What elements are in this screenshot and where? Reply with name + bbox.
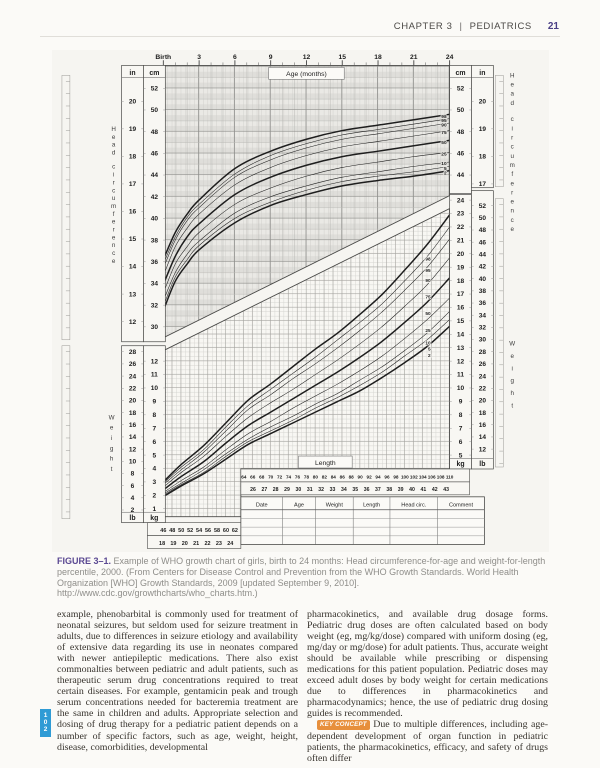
figure-caption-text: Example of WHO growth chart of girls, birth to 24 months: Head circumference-for-age and weight-for-length percentile, 2000. (From Centers for Disease Control and Prevention from the WHO Growth Standards. World Health Organization [WHO] Growth Standards, 2009 [updated September 9, 2010]. http://www.cdc.gov/growthcharts/who_charts.htm.) bbox=[57, 556, 546, 599]
axis-label: 27 bbox=[261, 487, 268, 494]
side-label-letter: e bbox=[510, 81, 514, 89]
side-label-letter: r bbox=[511, 189, 514, 197]
table-header: Age bbox=[294, 502, 304, 509]
percentile-label-head: 10 bbox=[441, 162, 447, 168]
length-scale-cm bbox=[241, 469, 470, 482]
table-header: Comment bbox=[449, 502, 474, 509]
axis-label: 10 bbox=[150, 385, 159, 393]
length-scale-in bbox=[241, 482, 470, 495]
side-label-letter: u bbox=[111, 195, 116, 203]
axis-label: 20 bbox=[478, 397, 487, 405]
axis-label: 46 bbox=[456, 150, 465, 158]
text-column-right bbox=[307, 609, 548, 764]
axis-label: 43 bbox=[443, 487, 449, 494]
age-axis-title: Age (months) bbox=[286, 71, 327, 79]
axis-label: 19 bbox=[456, 264, 465, 272]
axis-label: 20 bbox=[456, 250, 465, 258]
table-header: Length bbox=[363, 502, 381, 509]
axis-label: 6 bbox=[152, 438, 157, 446]
header-separator: | bbox=[459, 21, 463, 32]
axis-label: 9 bbox=[458, 398, 463, 406]
side-label-letter: a bbox=[111, 141, 116, 149]
axis-label: 7 bbox=[458, 425, 463, 433]
lower-length-scale-in bbox=[147, 536, 240, 549]
axis-label: 52 bbox=[150, 85, 159, 93]
axis-label: 76 bbox=[294, 474, 301, 480]
axis-label: 42 bbox=[478, 263, 487, 271]
side-label-letter: c bbox=[510, 143, 514, 151]
side-label-letter: r bbox=[112, 226, 115, 234]
margin-page-tab bbox=[40, 709, 51, 737]
axis-label: 50 bbox=[456, 107, 465, 115]
table-header: Head circ. bbox=[401, 502, 427, 509]
axis-label: 36 bbox=[363, 487, 370, 494]
side-label-letter: e bbox=[111, 234, 116, 242]
axis-label: 12 bbox=[128, 446, 137, 454]
text-column-left bbox=[57, 609, 298, 764]
paragraph bbox=[307, 719, 548, 763]
axis-label: 3 bbox=[152, 479, 157, 487]
age-tick-label: 12 bbox=[302, 53, 311, 61]
axis-label: 52 bbox=[456, 85, 465, 93]
axis-label: 30 bbox=[295, 487, 302, 494]
axis-label: 48 bbox=[169, 528, 176, 535]
axis-label: 78 bbox=[303, 474, 310, 480]
axis-label: 2 bbox=[130, 507, 135, 515]
side-label-letter: i bbox=[110, 434, 113, 442]
side-label-letter: h bbox=[510, 390, 514, 398]
percentile-label-weight: 25 bbox=[425, 328, 431, 334]
axis-label: 28 bbox=[478, 348, 487, 356]
percentile-label-head: 50 bbox=[441, 140, 447, 146]
axis-label: 16 bbox=[128, 421, 137, 429]
axis-label: 12 bbox=[456, 358, 465, 366]
percentile-label-weight: 95 bbox=[425, 268, 431, 274]
axis-head-left-cm bbox=[143, 65, 165, 341]
axis-label: 19 bbox=[478, 126, 487, 134]
side-label-letter: c bbox=[112, 250, 116, 258]
axis-label: 33 bbox=[329, 487, 336, 494]
axis-label: 72 bbox=[277, 474, 283, 480]
side-label-letter: e bbox=[111, 133, 116, 141]
percentile-label-head: 2 bbox=[443, 171, 447, 177]
axis-label: 52 bbox=[478, 202, 487, 210]
axis-label: 8 bbox=[152, 411, 157, 419]
axis-label: 14 bbox=[478, 434, 487, 442]
unit-label: cm bbox=[149, 69, 160, 77]
percentile-label-weight: 50 bbox=[425, 312, 431, 318]
side-label-letter: i bbox=[511, 365, 513, 373]
axis-label: 84 bbox=[330, 474, 336, 480]
axis-label: 12 bbox=[128, 318, 137, 326]
side-label-letter: m bbox=[111, 202, 117, 210]
axis-label: 41 bbox=[420, 487, 427, 494]
axis-label: 40 bbox=[409, 487, 415, 494]
tab-digit: 1 bbox=[43, 712, 48, 719]
axis-label: 104 bbox=[418, 474, 427, 480]
axis-label: 24 bbox=[478, 373, 487, 381]
axis-label: 36 bbox=[478, 300, 487, 308]
axis-label: 106 bbox=[427, 474, 436, 480]
chart-graphic bbox=[122, 65, 144, 341]
side-label-letter: c bbox=[112, 187, 116, 195]
axis-label: 20 bbox=[128, 397, 137, 405]
table-header: Weight bbox=[325, 502, 343, 509]
axis-label: 44 bbox=[150, 172, 159, 180]
axis-label: 32 bbox=[150, 302, 159, 310]
axis-label: 8 bbox=[130, 470, 135, 478]
side-label-letter: e bbox=[111, 218, 116, 226]
axis-label: 74 bbox=[285, 474, 292, 480]
growth-chart-svg bbox=[52, 50, 549, 552]
percentile-label-weight: 98 bbox=[425, 257, 431, 263]
axis-label: 38 bbox=[386, 487, 393, 494]
axis-label: 88 bbox=[348, 474, 354, 480]
unit-label: cm bbox=[455, 69, 466, 77]
axis-label: 98 bbox=[393, 474, 399, 480]
axis-label: 44 bbox=[456, 172, 465, 180]
age-tick-label: 24 bbox=[445, 53, 454, 61]
axis-weight-left-kg bbox=[143, 346, 165, 523]
side-label-letter: e bbox=[510, 180, 514, 188]
side-label-letter: r bbox=[112, 179, 115, 187]
side-label-letter: f bbox=[112, 210, 115, 218]
axis-label: 46 bbox=[150, 150, 159, 158]
side-label-letter: e bbox=[109, 424, 114, 432]
paragraph: pharmacokinetics, and available drug dosage forms. Pediatric drug doses are often calculated based on body weight (eg, mg/kg/dose) compared with uniform dosing (eg, mg/day or mg/dose) for adult patients. Thus, accurate weight should be available while prescribing or dispensing medications for this patient population. Pediatric doses may exceed adult doses by body weight for certain medications due to differences in pharmacokinetics and pharmacodynamics; hence, the use of pediatric drug dosing guides is recommended. bbox=[307, 609, 548, 720]
axis-label: 26 bbox=[478, 361, 487, 369]
ruler-left-head bbox=[62, 75, 70, 339]
chapter-label: CHAPTER 3 bbox=[393, 21, 453, 32]
axis-label: 90 bbox=[357, 474, 363, 480]
axis-label: 18 bbox=[456, 277, 465, 285]
chart-graphic bbox=[495, 75, 503, 186]
axis-label: 10 bbox=[128, 458, 137, 466]
axis-label: 13 bbox=[128, 291, 137, 299]
side-label-letter: e bbox=[510, 198, 514, 206]
chart-graphic bbox=[62, 346, 70, 519]
axis-label: 80 bbox=[312, 474, 319, 480]
axis-label: 20 bbox=[128, 98, 137, 106]
age-tick-label: 6 bbox=[233, 53, 237, 61]
ruler-right-head bbox=[495, 75, 503, 186]
axis-label: 29 bbox=[284, 487, 290, 494]
axis-label: 86 bbox=[339, 474, 345, 480]
axis-label: 22 bbox=[204, 540, 211, 547]
axis-label: 24 bbox=[128, 373, 137, 381]
axis-label: 40 bbox=[478, 275, 487, 283]
percentile-label-head: 25 bbox=[441, 152, 447, 158]
axis-label: 11 bbox=[150, 371, 158, 379]
axis-label: 5 bbox=[458, 452, 463, 460]
axis-label: 6 bbox=[130, 482, 135, 490]
key-concept-text: Due to multiple differences, including age-dependent development of organ function in pediatric patients, the pharmacokinetics, efficacy, and safety of drugs often differ bbox=[307, 719, 548, 764]
axis-label: 70 bbox=[268, 474, 274, 480]
axis-label: 38 bbox=[478, 288, 487, 296]
axis-label: 34 bbox=[340, 487, 347, 494]
percentile-label-head: 98 bbox=[441, 114, 447, 120]
age-tick-label: 18 bbox=[374, 53, 382, 61]
chart-graphic bbox=[62, 75, 70, 339]
page-number: 21 bbox=[547, 21, 559, 32]
axis-label: 23 bbox=[456, 210, 465, 218]
axis-label: 4 bbox=[152, 465, 157, 473]
body-text-columns bbox=[57, 609, 549, 764]
axis-label: 6 bbox=[458, 438, 463, 446]
header-rule bbox=[40, 36, 560, 37]
age-tick-label: 21 bbox=[410, 53, 418, 61]
side-label-letter: t bbox=[110, 465, 113, 473]
axis-label: 18 bbox=[478, 153, 487, 161]
section-label: PEDIATRICS bbox=[469, 21, 532, 32]
axis-label: 28 bbox=[128, 348, 137, 356]
side-label-letter: c bbox=[112, 163, 116, 171]
ruler-right-weight bbox=[495, 199, 503, 467]
axis-label: 42 bbox=[431, 487, 438, 494]
axis-label: 22 bbox=[128, 385, 137, 393]
ruler-left-weight bbox=[62, 346, 70, 519]
axis-label: 8 bbox=[458, 411, 463, 419]
axis-label: 10 bbox=[456, 385, 465, 393]
axis-label: 14 bbox=[128, 434, 137, 442]
axis-label: 21 bbox=[456, 237, 465, 245]
running-header bbox=[394, 21, 559, 32]
axis-label: 40 bbox=[150, 215, 159, 223]
axis-label: 26 bbox=[128, 361, 137, 369]
axis-head-right-cm bbox=[450, 65, 472, 193]
percentile-label-head: 75 bbox=[441, 131, 447, 137]
axis-label: 12 bbox=[478, 446, 487, 454]
unit-label: in bbox=[479, 69, 486, 77]
axis-label: 19 bbox=[170, 540, 177, 547]
side-label-letter: W bbox=[509, 340, 516, 348]
axis-label: 38 bbox=[150, 237, 159, 245]
axis-label: 16 bbox=[128, 208, 137, 216]
axis-label: 32 bbox=[478, 324, 487, 332]
axis-label: 39 bbox=[397, 487, 404, 494]
axis-label: 64 bbox=[241, 474, 247, 480]
axis-label: 17 bbox=[456, 291, 465, 299]
side-label-letter: n bbox=[510, 207, 514, 215]
lower-length-scale-cm bbox=[147, 523, 240, 536]
axis-label: 14 bbox=[456, 331, 465, 339]
tab-digit: 2 bbox=[43, 726, 48, 734]
axis-label: 66 bbox=[250, 474, 256, 480]
side-label-letter: a bbox=[510, 90, 514, 98]
axis-label: 35 bbox=[352, 487, 359, 494]
axis-label: 17 bbox=[128, 181, 137, 189]
age-tick-label: 3 bbox=[197, 53, 201, 61]
side-label-letter: c bbox=[510, 216, 514, 224]
percentile-label-weight: 10 bbox=[425, 341, 431, 347]
side-label-head-left bbox=[111, 126, 116, 265]
axis-label: 2 bbox=[152, 492, 157, 500]
axis-label: 68 bbox=[259, 474, 265, 480]
percentile-label-head: 95 bbox=[441, 119, 447, 125]
axis-label: 52 bbox=[187, 528, 194, 535]
figure-caption bbox=[57, 556, 548, 599]
axis-label: 4 bbox=[130, 495, 135, 503]
axis-label: 18 bbox=[159, 540, 166, 547]
axis-label: 26 bbox=[250, 487, 256, 494]
percentile-label-head: 90 bbox=[441, 123, 447, 129]
axis-label: 19 bbox=[128, 126, 137, 134]
axis-label: 22 bbox=[478, 385, 487, 393]
tab-digit: 0 bbox=[43, 719, 48, 727]
percentile-label-weight: 2 bbox=[428, 354, 431, 360]
axis-label: 17 bbox=[478, 181, 487, 189]
key-concept-badge: KEY CONCEPT bbox=[317, 720, 370, 730]
axis-label: 48 bbox=[478, 227, 487, 235]
side-label-weight-right bbox=[509, 341, 515, 410]
axis-label: 50 bbox=[150, 107, 159, 115]
axis-label: 34 bbox=[478, 312, 487, 320]
axis-label: 32 bbox=[318, 487, 325, 494]
side-label-letter: r bbox=[511, 134, 514, 142]
side-label-letter: c bbox=[510, 116, 514, 124]
axis-head-left-in bbox=[122, 65, 144, 341]
axis-weight-right-kg bbox=[450, 195, 472, 469]
axis-label: 24 bbox=[227, 540, 234, 547]
axis-label: 94 bbox=[375, 474, 381, 480]
axis-label: 13 bbox=[456, 344, 465, 352]
axis-label: 30 bbox=[150, 324, 159, 332]
axis-label: 18 bbox=[128, 409, 137, 417]
length-axis-title: Length bbox=[315, 459, 336, 467]
axis-head-right-in bbox=[471, 65, 493, 188]
axis-label: 37 bbox=[375, 487, 381, 494]
side-label-letter: t bbox=[511, 402, 514, 410]
unit-label: kg bbox=[150, 514, 159, 522]
figure-label: FIGURE 3–1. bbox=[57, 556, 112, 566]
side-label-letter: H bbox=[509, 72, 515, 80]
axis-label: 36 bbox=[150, 258, 159, 266]
axis-label: 14 bbox=[128, 263, 137, 271]
unit-label: kg bbox=[456, 461, 465, 469]
axis-label: 56 bbox=[205, 528, 212, 535]
axis-label: 54 bbox=[196, 528, 203, 535]
age-tick-label: Birth bbox=[155, 53, 172, 61]
axis-label: 12 bbox=[150, 358, 159, 366]
percentile-label-head: 5 bbox=[443, 166, 447, 172]
axis-label: 50 bbox=[478, 215, 487, 223]
side-label-letter: i bbox=[511, 125, 513, 133]
axis-label: 58 bbox=[213, 528, 221, 535]
side-label-letter: i bbox=[112, 171, 115, 179]
axis-label: 31 bbox=[306, 487, 313, 494]
axis-label: 24 bbox=[456, 197, 465, 205]
axis-label: 7 bbox=[152, 425, 157, 433]
age-tick-label: 15 bbox=[338, 53, 347, 61]
axis-label: 100 bbox=[400, 474, 409, 480]
side-label-letter: e bbox=[510, 225, 514, 233]
axis-label: 16 bbox=[456, 304, 465, 312]
axis-label: 15 bbox=[128, 236, 137, 244]
percentile-label-weight: 5 bbox=[428, 347, 431, 353]
axis-label: 16 bbox=[478, 421, 487, 429]
side-label-letter: e bbox=[111, 257, 116, 265]
axis-label: 11 bbox=[457, 371, 464, 379]
axis-label: 50 bbox=[178, 528, 185, 535]
axis-weight-right-lb bbox=[471, 191, 493, 469]
axis-label: 46 bbox=[160, 528, 167, 535]
side-label-letter: d bbox=[111, 149, 116, 157]
growth-chart-figure bbox=[52, 50, 549, 552]
axis-label: 82 bbox=[321, 474, 327, 480]
unit-label: lb bbox=[479, 461, 486, 469]
side-label-letter: h bbox=[109, 455, 114, 463]
axis-label: 15 bbox=[456, 318, 465, 326]
side-label-letter: d bbox=[510, 99, 514, 107]
side-label-letter: n bbox=[111, 242, 116, 250]
axis-label: 28 bbox=[272, 487, 279, 494]
side-label-letter: m bbox=[509, 161, 515, 169]
table-header: Date bbox=[255, 502, 268, 509]
axis-label: 9 bbox=[152, 398, 157, 406]
chart-graphic bbox=[495, 199, 503, 467]
axis-label: 20 bbox=[478, 98, 487, 106]
age-tick-label: 9 bbox=[268, 53, 273, 61]
axis-label: 96 bbox=[384, 474, 390, 480]
paragraph: example, phenobarbital is commonly used for treatment of neonatal seizures, but seldom used for seizure treatment in adults, due to differences in seizure etiology and availability of extensive data regarding its use in neonates compared with newer antiepileptic medications. There also exist commonalties between pediatric and adult patients, such as therapeutic serum drug concentrations required to treat certain diseases. For example, gentamicin peak and trough serum concentrations needed for bacteremia treatment are the same in children and adults. Appropriate selection and dosing of drug therapy for a pediatric patient depends on a number of specific factors, such as age, weight, height, disease, comorbidities, developmental bbox=[57, 609, 298, 753]
side-label-letter: g bbox=[109, 445, 114, 453]
axis-label: 21 bbox=[193, 540, 200, 547]
measurement-record-table bbox=[241, 497, 485, 545]
side-label-letter: H bbox=[111, 126, 116, 134]
side-label-letter: e bbox=[510, 353, 514, 361]
axis-label: 110 bbox=[445, 474, 454, 480]
axis-label: 48 bbox=[150, 128, 159, 136]
unit-label: in bbox=[129, 69, 136, 77]
side-label-letter: W bbox=[108, 414, 115, 422]
axis-label: 48 bbox=[456, 128, 465, 136]
side-label-letter: g bbox=[510, 377, 514, 385]
axis-label: 5 bbox=[152, 452, 157, 460]
axis-label: 18 bbox=[128, 153, 137, 161]
axis-label: 102 bbox=[409, 474, 418, 480]
side-label-letter: u bbox=[510, 152, 514, 160]
axis-label: 46 bbox=[478, 239, 487, 247]
axis-label: 1 bbox=[152, 505, 157, 513]
unit-label: lb bbox=[129, 514, 136, 522]
side-label-letter: f bbox=[511, 171, 514, 179]
axis-label: 42 bbox=[150, 193, 159, 201]
percentile-label-weight: 75 bbox=[425, 295, 431, 301]
axis-label: 23 bbox=[215, 540, 222, 547]
axis-label: 62 bbox=[231, 528, 238, 535]
axis-label: 20 bbox=[181, 540, 188, 547]
axis-label: 44 bbox=[478, 251, 487, 259]
axis-weight-left-lb bbox=[122, 346, 144, 523]
axis-label: 92 bbox=[366, 474, 372, 480]
side-label-head-right bbox=[510, 72, 515, 233]
axis-label: 34 bbox=[150, 280, 159, 288]
axis-label: 60 bbox=[222, 528, 229, 535]
axis-label: 22 bbox=[456, 224, 465, 232]
axis-label: 30 bbox=[478, 336, 487, 344]
side-label-weight-left bbox=[109, 414, 115, 473]
axis-label: 108 bbox=[436, 474, 445, 480]
percentile-label-weight: 90 bbox=[425, 278, 431, 284]
axis-label: 18 bbox=[478, 409, 487, 417]
